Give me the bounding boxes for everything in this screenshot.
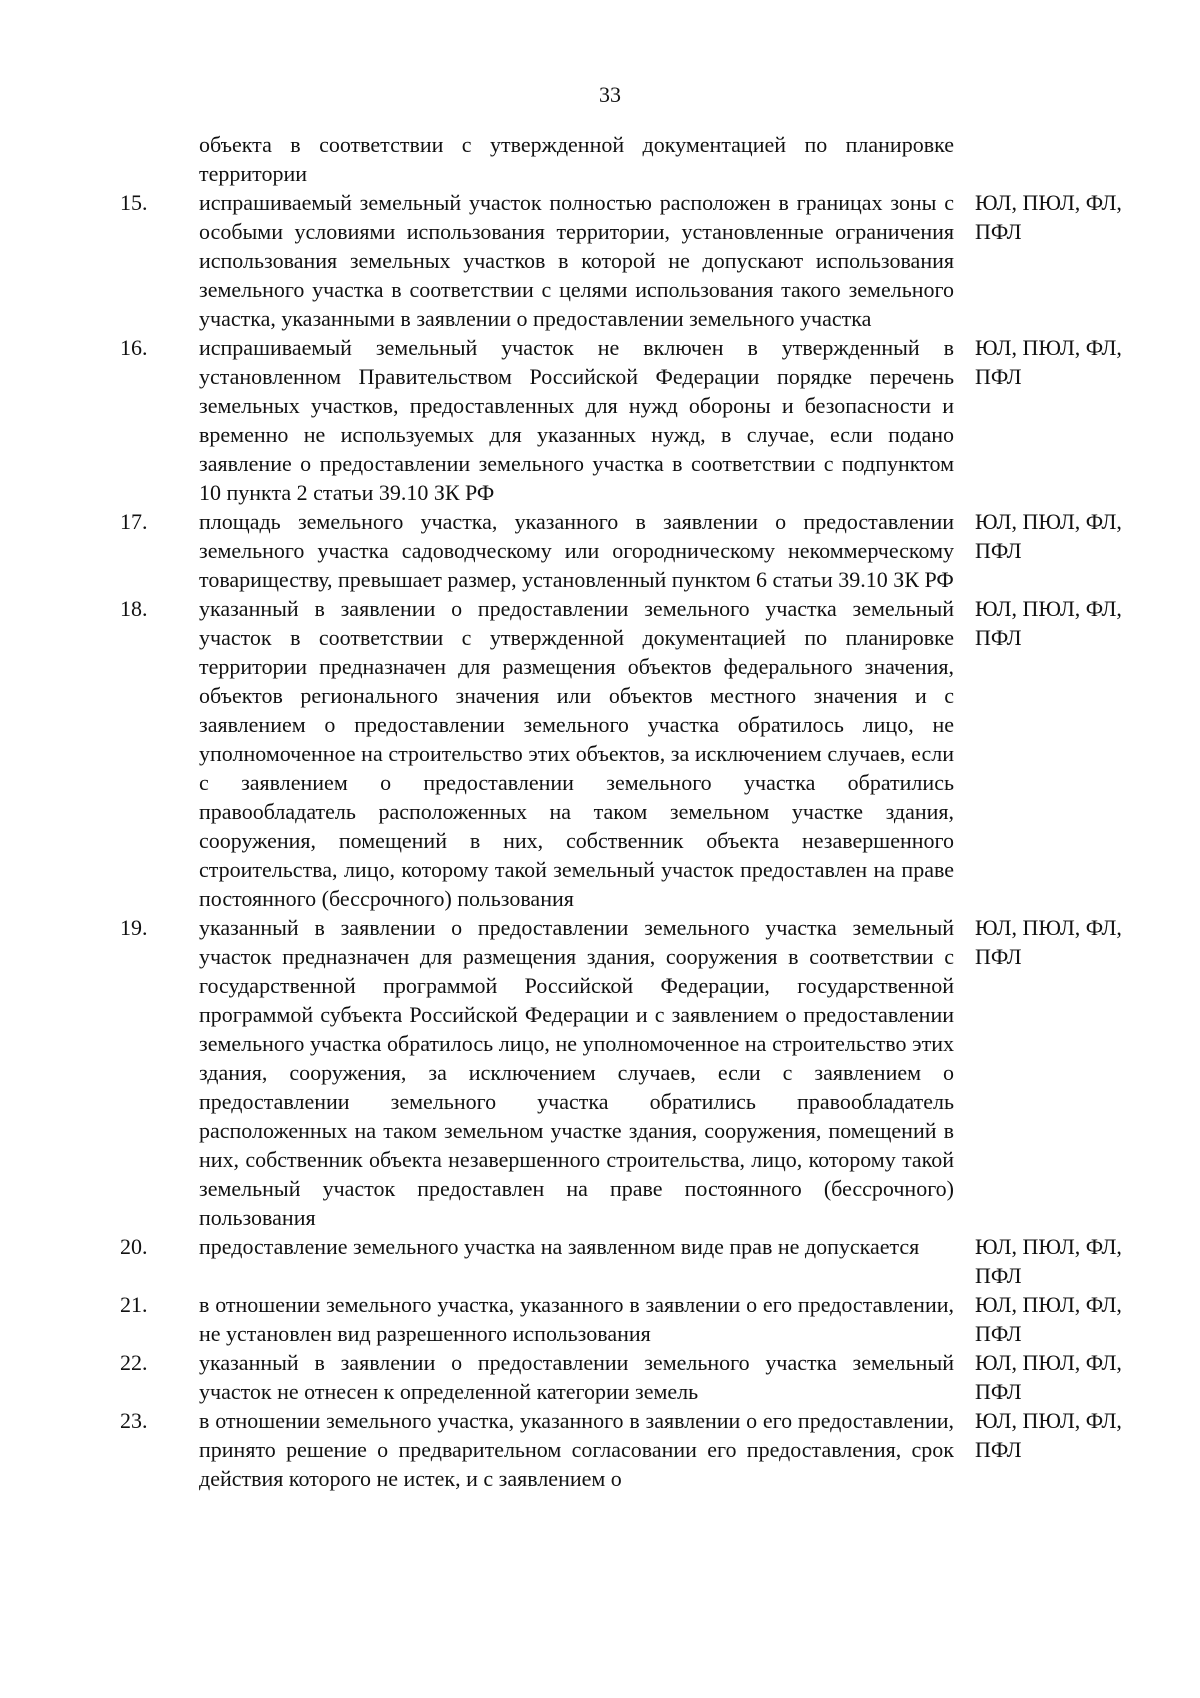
item-number: 15. xyxy=(120,190,148,215)
item-applicants: ЮЛ, ПЮЛ, ФЛ, ПФЛ xyxy=(975,596,1122,650)
list-item xyxy=(120,1290,1160,1348)
item-number: 19. xyxy=(120,915,148,940)
item-text: в отношении земельного участка, указанного в заявлении о его предоставлении, не установлен вид разрешенного использования xyxy=(199,1292,954,1346)
item-text: указанный в заявлении о предоставлении земельного участка земельный участок не отнесен к определенной категории земель xyxy=(199,1350,954,1404)
page-number: 33 xyxy=(599,82,621,107)
item-text: испрашиваемый земельный участок не включен в утвержденный в установленном Правительством Российской Федерации порядке перечень земельных участков, предоставленных для нужд обороны и безопасности и временно не используемых для указанных нужд, в случае, если подано заявление о предоставлении земельного участка в соответствии с подпунктом 10 пункта 2 статьи 39.10 ЗК РФ xyxy=(199,335,954,505)
item-text: указанный в заявлении о предоставлении земельного участка земельный участок предназначен для размещения здания, сооружения в соответствии с государственной программой Российской Федерации, государственной программой субъекта Российской Федерации и с заявлением о предоставлении земельного участка обратилось лицо, не уполномоченное на строительство этих здания, сооружения, за исключением случаев, если с заявлением о предоставлении земельного участка обратились правообладатель расположенных на таком земельном участке здания, сооружения, помещений в них, собственник объекта незавершенного строительства, лицо, которому такой земельный участок предоставлен на праве постоянного (бессрочного) пользования xyxy=(199,915,954,1230)
item-applicants: ЮЛ, ПЮЛ, ФЛ, ПФЛ xyxy=(975,190,1122,244)
item-applicants: ЮЛ, ПЮЛ, ФЛ, ПФЛ xyxy=(975,1234,1122,1288)
item-applicants: ЮЛ, ПЮЛ, ФЛ, ПФЛ xyxy=(975,915,1122,969)
item-number: 18. xyxy=(120,596,148,621)
list-item xyxy=(120,594,1160,913)
list-item xyxy=(120,188,1160,333)
grounds-list xyxy=(120,188,1160,1493)
item-applicants: ЮЛ, ПЮЛ, ФЛ, ПФЛ xyxy=(975,1292,1122,1346)
item-number: 23. xyxy=(120,1408,148,1433)
item-applicants: ЮЛ, ПЮЛ, ФЛ, ПФЛ xyxy=(975,1408,1122,1462)
continuation-text: объекта в соответствии с утвержденной документацией по планировке территории xyxy=(199,132,954,186)
item-number: 21. xyxy=(120,1292,148,1317)
item-text: указанный в заявлении о предоставлении земельного участка земельный участок в соответствии с утвержденной документацией по планировке территории предназначен для размещения объектов федерального значения, объектов регионального значения или объектов местного значения и с заявлением о предоставлении земельного участка обратилось лицо, не уполномоченное на строительство этих объектов, за исключением случаев, если с заявлением о предоставлении земельного участка обратились правообладатель расположенных на таком земельном участке здания, сооружения, помещений в них, собственник объекта незавершенного строительства, лицо, которому такой земельный участок предоставлен на праве постоянного (бессрочного) пользования xyxy=(199,596,954,911)
list-item xyxy=(120,1406,1160,1493)
list-item xyxy=(120,507,1160,594)
list-item xyxy=(120,333,1160,507)
item-text: испрашиваемый земельный участок полностью расположен в границах зоны с особыми условиями использования территории, установленные ограничения использования земельных участков в которой не допускают использования земельного участка в соответствии с целями использования такого земельного участка, указанными в заявлении о предоставлении земельного участка xyxy=(199,190,954,331)
item-text: в отношении земельного участка, указанного в заявлении о его предоставлении, принято решение о предварительном согласовании его предоставления, срок действия которого не истек, и с заявлением о xyxy=(199,1408,954,1491)
list-item xyxy=(120,1348,1160,1406)
item-applicants: ЮЛ, ПЮЛ, ФЛ, ПФЛ xyxy=(975,509,1122,563)
list-item xyxy=(120,913,1160,1232)
item-text: площадь земельного участка, указанного в заявлении о предоставлении земельного участка садоводческому или огородническому некоммерческому товариществу, превышает размер, установленный пунктом 6 статьи 39.10 ЗК РФ xyxy=(199,509,954,592)
item-applicants: ЮЛ, ПЮЛ, ФЛ, ПФЛ xyxy=(975,1350,1122,1404)
item-number: 16. xyxy=(120,335,148,360)
item-applicants: ЮЛ, ПЮЛ, ФЛ, ПФЛ xyxy=(975,335,1122,389)
item-number: 17. xyxy=(120,509,148,534)
item-number: 20. xyxy=(120,1234,148,1259)
item-number: 22. xyxy=(120,1350,148,1375)
item-text: предоставление земельного участка на заявленном виде прав не допускается xyxy=(199,1234,920,1259)
list-item xyxy=(120,1232,1160,1290)
